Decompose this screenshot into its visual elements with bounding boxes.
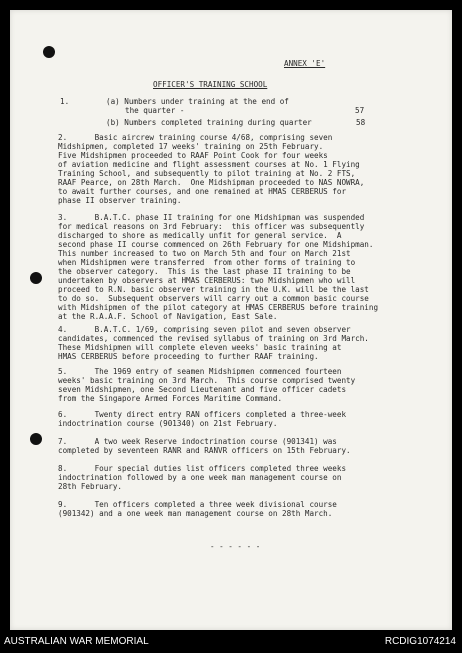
paragraph-p5-line: weeks' basic training on 3rd March. This course comprised twenty [58,376,356,385]
punch-hole [30,272,42,284]
paragraph-p4-line: HMAS CERBERUS before proceeding to further RAAF training. [58,352,319,361]
paragraph-p5-line: seven Midshipmen, one Second Lieutenant and five officer cadets [58,385,347,394]
paragraph-p3-line: proceed to R.N. basic observer training in the U.K. will be the last [58,285,369,294]
footer-record-id: RCDIG1074214 [384,636,456,647]
punch-hole [43,46,55,58]
paragraph-p8-line: 8. Four special duties list officers completed three weeks [58,464,347,473]
paragraph-p4-line: These Midshipmen will complete eleven weeks' basic training at [58,343,342,352]
paragraph-p2-line: Five Midshipmen proceeded to RAAF Point Cook for four weeks [58,151,328,160]
paragraph-p9-line: 9. Ten officers completed a three week divisional course [58,500,337,509]
paragraph-p3-line: second phase II course commenced on 26th February for one Midshipman. [58,240,374,249]
item-b-value: 58 [356,118,366,127]
paragraph-p2-line: Training School, and subsequently to pilot training at No. 2 FTS, [58,169,356,178]
paragraph-p6-line: indoctrination course (901340) on 21st February. [58,419,278,428]
paragraph-p6-line: 6. Twenty direct entry RAN officers completed a three-week [58,410,347,419]
paragraph-p3-line: 3. B.A.T.C. phase II training for one Midshipman was suspended [58,213,365,222]
paragraph-p3-line: at the R.A.A.F. School of Navigation, East Sale. [58,312,278,321]
paragraph-p2-line: Midshipmen, completed 17 weeks' training on 25th February. [58,142,324,151]
document-title: OFFICER'S TRAINING SCHOOL [153,80,268,89]
paragraph-p2-line: to await further courses, and one remained at HMAS CERBERUS for [58,187,347,196]
item-a-value: 57 [355,106,365,115]
paragraph-p3-line: the observer category. This is the last phase II training to be [58,267,351,276]
paragraph-p3-line: when Midshipmen were transferred from other forms of training to [58,258,356,267]
paragraph-p3-line: to do so. Subsequent observers will carry out a common basic course [58,294,369,303]
paragraph-p2-line: RAAF Pearce, on 28th March. One Midshipman proceeded to NAS NOWRA, [58,178,365,187]
paragraph-p3-line: with Midshipmen of the pilot category at HMAS CERBERUS before training [58,303,379,312]
paragraph-p3-line: undertaken by observers at HMAS CERBERUS: two Midshipmen who will [58,276,356,285]
paragraph-p3-line: This number increased to two on March 5th and four on March 21st [58,249,351,258]
item-a-line1: (a) Numbers under training at the end of [106,97,289,106]
paragraph-p3-line: discharged to shore as medically unfit for general service. A [58,231,342,240]
paragraph-p8-line: indoctrination followed by a one week man management course on [58,473,342,482]
paragraph-p9-line: (901342) and a one week man management course on 28th March. [58,509,333,518]
archive-footer [0,630,462,653]
document-page [10,10,452,630]
punch-hole [30,433,42,445]
paragraph-p4-line: candidates, commenced the revised syllabus of training on 3rd March. [58,334,369,343]
paragraph-p8-line: 28th February. [58,482,123,491]
annex-label: ANNEX 'E' [284,59,326,68]
paragraph-p2-line: of aviation medicine and flight assessment courses at No. 1 Flying [58,160,360,169]
item-number: 1. [60,97,70,106]
footer-institution: AUSTRALIAN WAR MEMORIAL [4,636,149,647]
paragraph-p4-line: 4. B.A.T.C. 1/69, comprising seven pilot and seven observer [58,325,351,334]
paragraph-p3-line: for medical reasons on 3rd February: this officer was subsequently [58,222,365,231]
paragraph-p7-line: 7. A two week Reserve indoctrination course (901341) was [58,437,337,446]
paragraph-p5-line: 5. The 1969 entry of seamen Midshipmen commenced fourteen [58,367,342,376]
item-b-line: (b) Numbers completed training during quarter [106,118,312,127]
paragraph-p7-line: completed by seventeen RANR and RANVR officers on 15th February. [58,446,351,455]
paragraph-p5-line: from the Singapore Armed Forces Maritime Command. [58,394,283,403]
paragraph-p2-line: 2. Basic aircrew training course 4/68, comprising seven [58,133,333,142]
end-mark: - - - - - - [210,542,261,551]
item-a-line2: the quarter - [125,106,185,115]
paragraph-p2-line: phase II observer training. [58,196,182,205]
